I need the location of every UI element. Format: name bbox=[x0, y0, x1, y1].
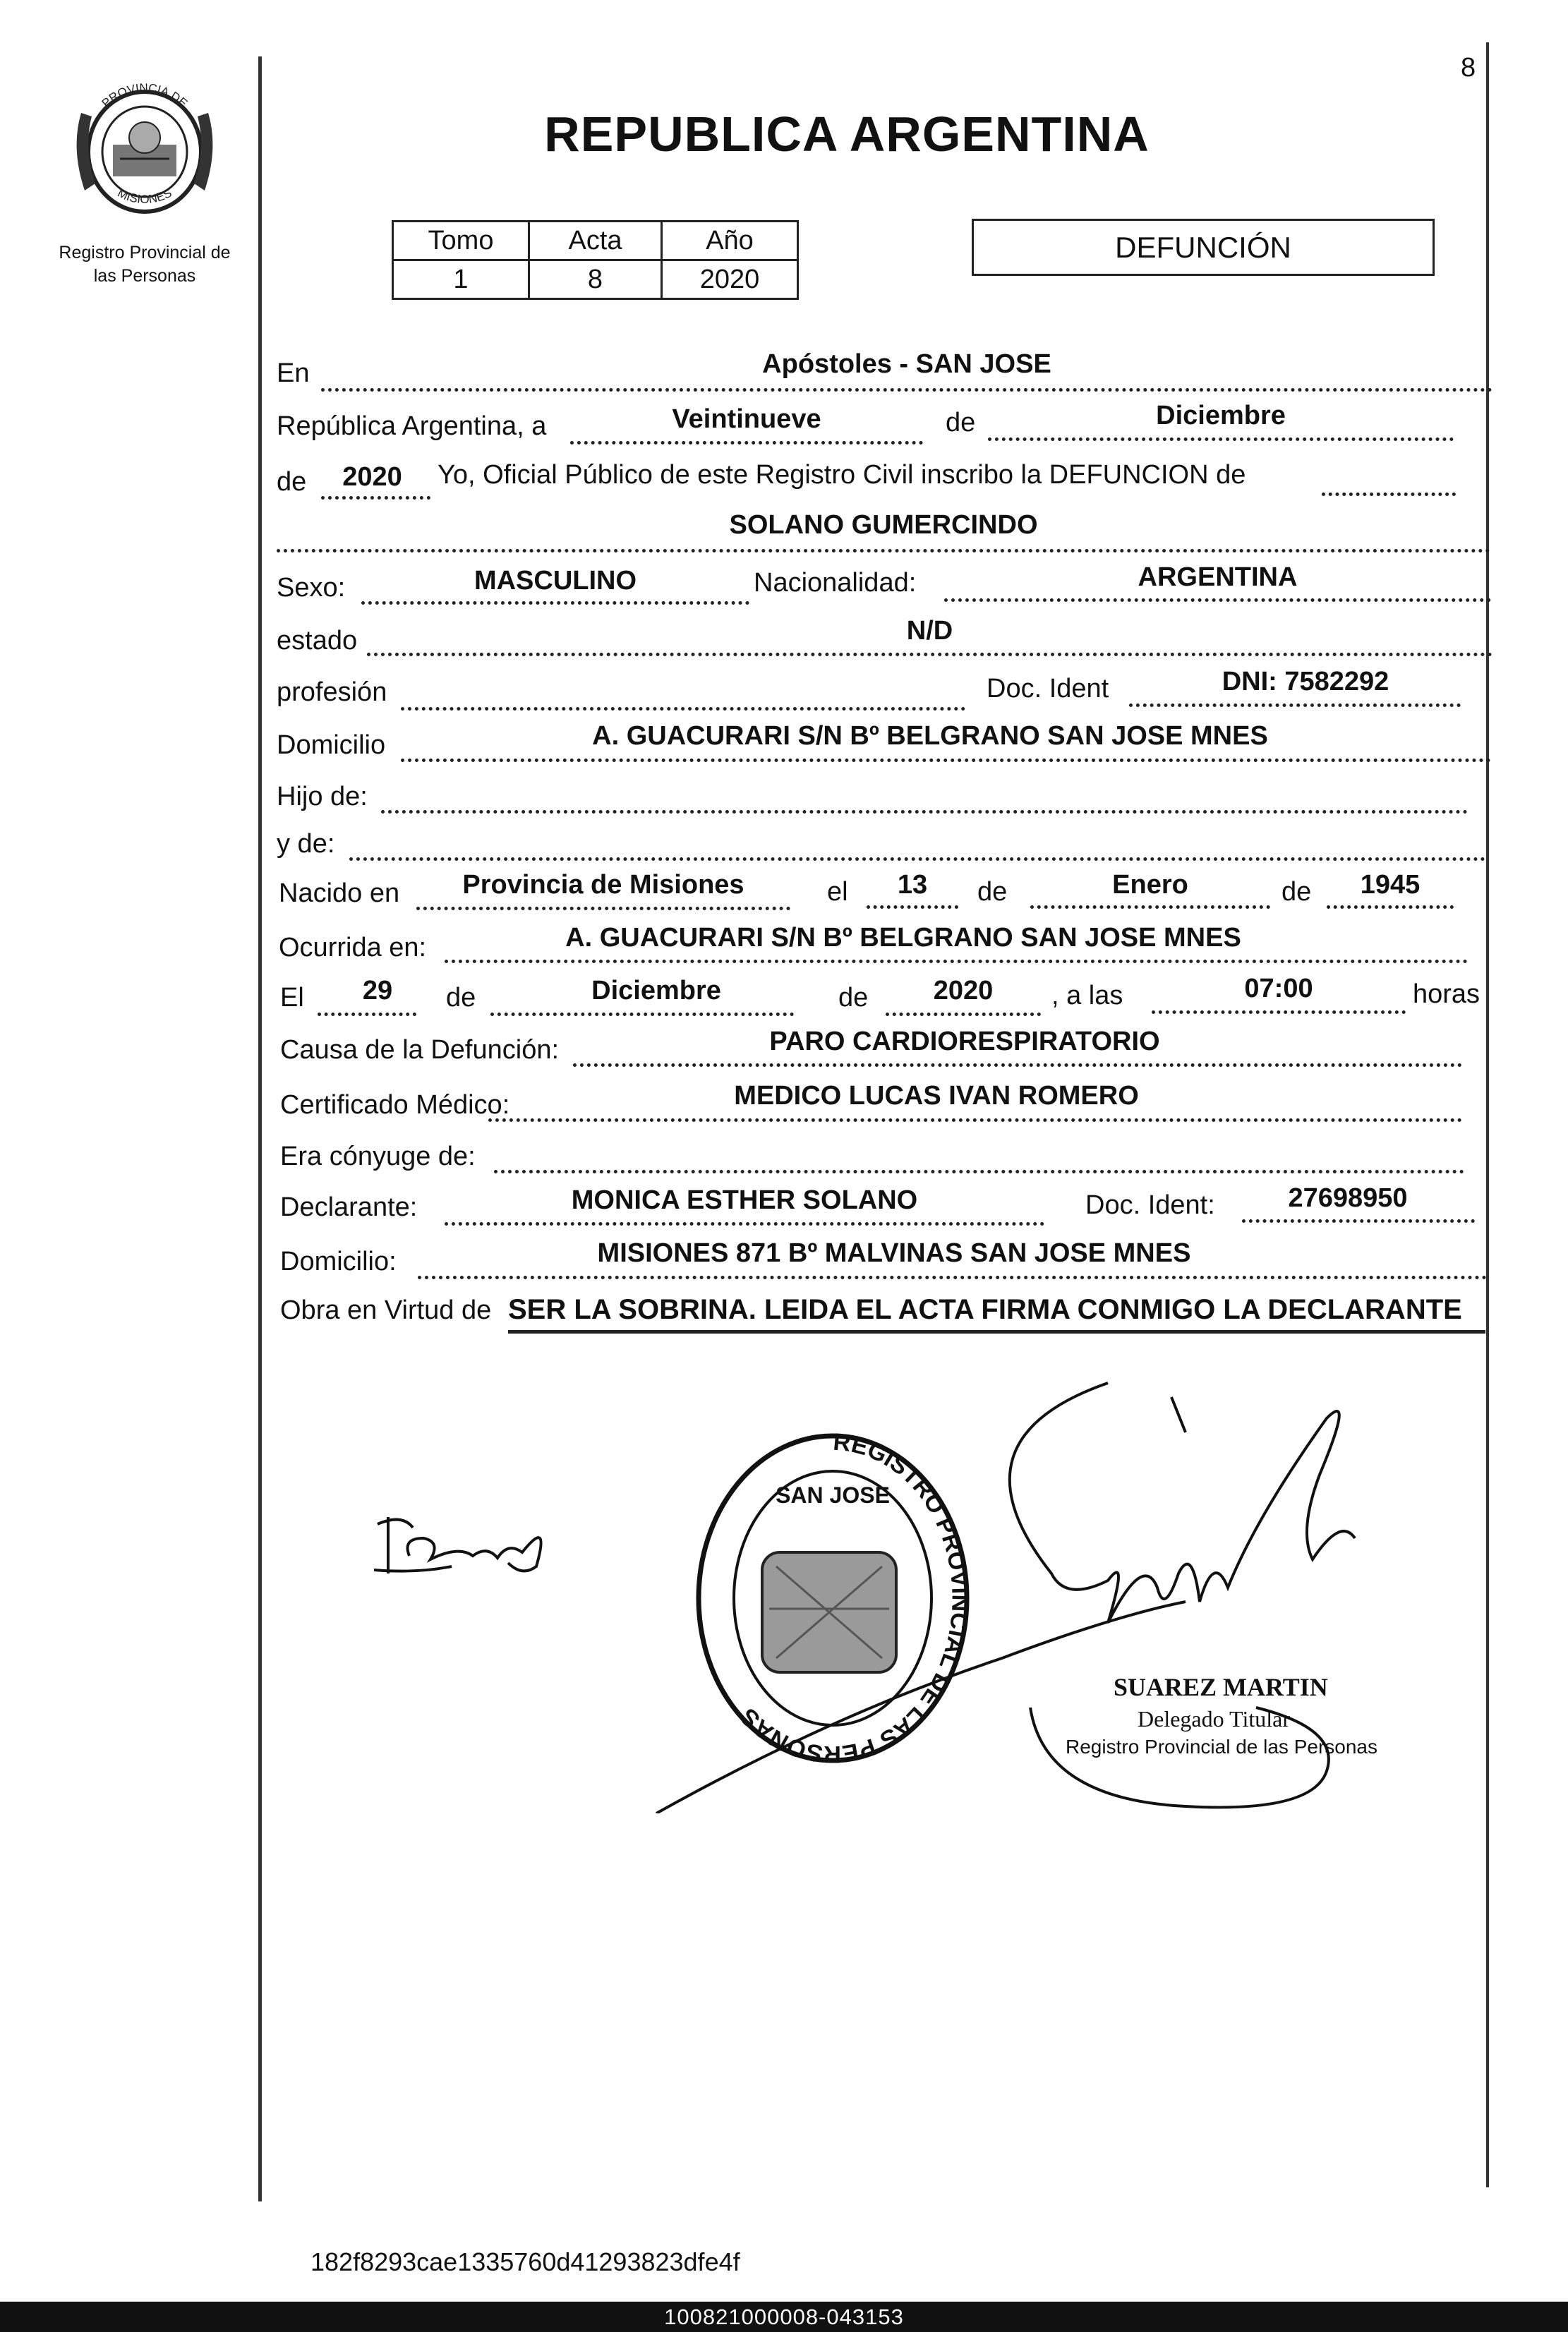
dotted-line bbox=[418, 1276, 1487, 1279]
label-de-anio: de bbox=[277, 467, 307, 497]
tomo-value: 1 bbox=[393, 260, 529, 299]
value-doc-declarante: 27698950 bbox=[1288, 1183, 1408, 1213]
label-el-cap: El bbox=[280, 983, 304, 1013]
label-doc-ident: Doc. Ident bbox=[987, 674, 1109, 703]
dotted-line bbox=[867, 905, 958, 909]
anio-value: 2020 bbox=[662, 260, 798, 299]
value-ocurrida-en: A. GUACURARI S/N Bº BELGRANO SAN JOSE MNES bbox=[565, 923, 1241, 953]
dotted-line bbox=[1030, 905, 1270, 909]
label-declarante: Declarante: bbox=[280, 1192, 418, 1222]
underline bbox=[508, 1330, 1485, 1334]
label-de-nac-anio: de bbox=[1281, 877, 1312, 907]
dotted-line bbox=[318, 1013, 416, 1016]
value-fall-mes: Diciembre bbox=[591, 976, 721, 1005]
label-nacionalidad: Nacionalidad: bbox=[754, 568, 917, 598]
dotted-line bbox=[1129, 703, 1461, 707]
dotted-line bbox=[488, 1118, 1462, 1122]
anio-label: Año bbox=[662, 222, 798, 260]
official-name: SUAREZ MARTIN bbox=[1114, 1673, 1328, 1701]
declarant-signature-icon bbox=[374, 1503, 557, 1588]
svg-text:PROVINCIA DE: PROVINCIA DE bbox=[99, 80, 191, 110]
svg-text:REGISTRO PROVINCIAL DE LAS PER: REGISTRO PROVINCIAL DE LAS PERSONAS bbox=[735, 1428, 974, 1768]
value-nac-anio: 1945 bbox=[1360, 870, 1421, 900]
dotted-line bbox=[401, 759, 1491, 762]
value-dia-texto: Veintinueve bbox=[672, 404, 821, 434]
label-conyuge: Era cónyuge de: bbox=[280, 1142, 476, 1171]
dotted-line bbox=[445, 1222, 1044, 1226]
value-mes: Diciembre bbox=[1156, 401, 1286, 430]
label-nacido-en: Nacido en bbox=[279, 878, 400, 908]
label-de-nac: de bbox=[977, 877, 1008, 907]
label-hijo-de: Hijo de: bbox=[277, 782, 368, 811]
value-anio: 2020 bbox=[342, 462, 402, 492]
label-domicilio: Domicilio bbox=[277, 730, 386, 760]
value-doc-ident: DNI: 7582292 bbox=[1222, 667, 1389, 696]
label-estado: estado bbox=[277, 626, 358, 656]
label-y-de: y de: bbox=[277, 829, 335, 859]
value-sexo: MASCULINO bbox=[474, 566, 637, 596]
dotted-line bbox=[277, 549, 1490, 552]
dotted-line bbox=[321, 496, 430, 500]
left-margin-line bbox=[258, 56, 262, 2201]
dotted-line bbox=[361, 601, 749, 605]
value-fall-anio: 2020 bbox=[933, 976, 994, 1005]
label-a-las: , a las bbox=[1051, 981, 1123, 1010]
dotted-line bbox=[988, 437, 1454, 441]
value-obra: SER LA SOBRINA. LEIDA EL ACTA FIRMA CONMIGO LA DECLARANTE bbox=[508, 1294, 1462, 1325]
value-certificado: MEDICO LUCAS IVAN ROMERO bbox=[734, 1081, 1139, 1111]
value-lugar: Apóstoles - SAN JOSE bbox=[762, 349, 1051, 379]
official-role: Delegado Titular bbox=[1138, 1706, 1290, 1732]
dotted-line bbox=[1242, 1219, 1475, 1223]
logo-caption: Registro Provincial de las Personas bbox=[59, 243, 231, 286]
dotted-line bbox=[494, 1170, 1464, 1173]
label-ocurrida-en: Ocurrida en: bbox=[279, 933, 427, 962]
dotted-line bbox=[1152, 1010, 1406, 1014]
label-republica: República Argentina, a bbox=[277, 411, 547, 441]
dotted-line bbox=[886, 1013, 1041, 1016]
label-de-fall-anio: de bbox=[838, 983, 869, 1013]
dotted-line bbox=[570, 441, 923, 445]
value-domicilio-declarante: MISIONES 871 Bº MALVINAS SAN JOSE MNES bbox=[597, 1238, 1191, 1268]
label-causa: Causa de la Defunción: bbox=[280, 1035, 560, 1065]
dotted-line bbox=[944, 598, 1491, 602]
label-de-fall: de bbox=[446, 983, 476, 1013]
value-fall-dia: 29 bbox=[362, 976, 393, 1005]
value-hora: 07:00 bbox=[1244, 974, 1313, 1003]
label-en: En bbox=[277, 358, 310, 388]
label-sexo: Sexo: bbox=[277, 573, 346, 603]
value-nacido-en: Provincia de Misiones bbox=[462, 870, 744, 900]
svg-text:SAN JOSE: SAN JOSE bbox=[776, 1482, 890, 1508]
dotted-line bbox=[490, 1013, 794, 1016]
value-nac-dia: 13 bbox=[897, 870, 928, 900]
svg-text:MISIONES: MISIONES bbox=[115, 186, 174, 207]
footer-barcode-text: 100821000008-043153 bbox=[664, 2304, 904, 2329]
dotted-line bbox=[416, 907, 790, 910]
label-obra: Obra en Virtud de bbox=[280, 1295, 492, 1325]
value-nacionalidad: ARGENTINA bbox=[1138, 562, 1298, 592]
label-horas: horas bbox=[1413, 979, 1480, 1009]
label-el: el bbox=[827, 877, 848, 907]
value-causa: PARO CARDIORESPIRATORIO bbox=[769, 1027, 1160, 1056]
label-domicilio-declarante: Domicilio: bbox=[280, 1247, 397, 1276]
dotted-line bbox=[349, 857, 1485, 861]
province-seal-logo bbox=[64, 71, 226, 226]
record-type-box: DEFUNCIÓN bbox=[972, 219, 1435, 276]
dotted-line bbox=[367, 653, 1492, 656]
tomo-label: Tomo bbox=[393, 222, 529, 260]
tomo-acta-anio-table bbox=[392, 220, 799, 300]
label-profesion: profesión bbox=[277, 677, 387, 707]
dotted-line bbox=[1322, 493, 1456, 496]
label-doc-ident-declarante: Doc. Ident: bbox=[1085, 1190, 1215, 1220]
document-hash: 182f8293cae1335760d41293823dfe4f bbox=[310, 2247, 740, 2276]
label-yo-oficial: Yo, Oficial Público de este Registro Civil inscribo la DEFUNCION de bbox=[438, 460, 1246, 490]
label-de: de bbox=[946, 408, 976, 437]
dotted-line bbox=[381, 810, 1468, 814]
label-certificado: Certificado Médico: bbox=[280, 1090, 510, 1120]
value-domicilio: A. GUACURARI S/N Bº BELGRANO SAN JOSE MNES bbox=[592, 721, 1268, 751]
value-estado: N/D bbox=[906, 616, 953, 646]
acta-value: 8 bbox=[529, 260, 662, 299]
dotted-line bbox=[321, 388, 1492, 392]
value-nac-mes: Enero bbox=[1112, 870, 1188, 900]
document-title: REPUBLICA ARGENTINA bbox=[544, 107, 1150, 162]
dotted-line bbox=[445, 960, 1468, 963]
dotted-line bbox=[573, 1063, 1462, 1067]
page-number: 8 bbox=[1461, 53, 1476, 83]
value-declarante: MONICA ESTHER SOLANO bbox=[571, 1185, 918, 1215]
acta-label: Acta bbox=[529, 222, 662, 260]
official-registry: Registro Provincial de las Personas bbox=[1066, 1736, 1377, 1758]
dotted-line bbox=[1327, 905, 1454, 909]
dotted-line bbox=[401, 707, 965, 711]
value-nombre: SOLANO GUMERCINDO bbox=[729, 510, 1038, 540]
